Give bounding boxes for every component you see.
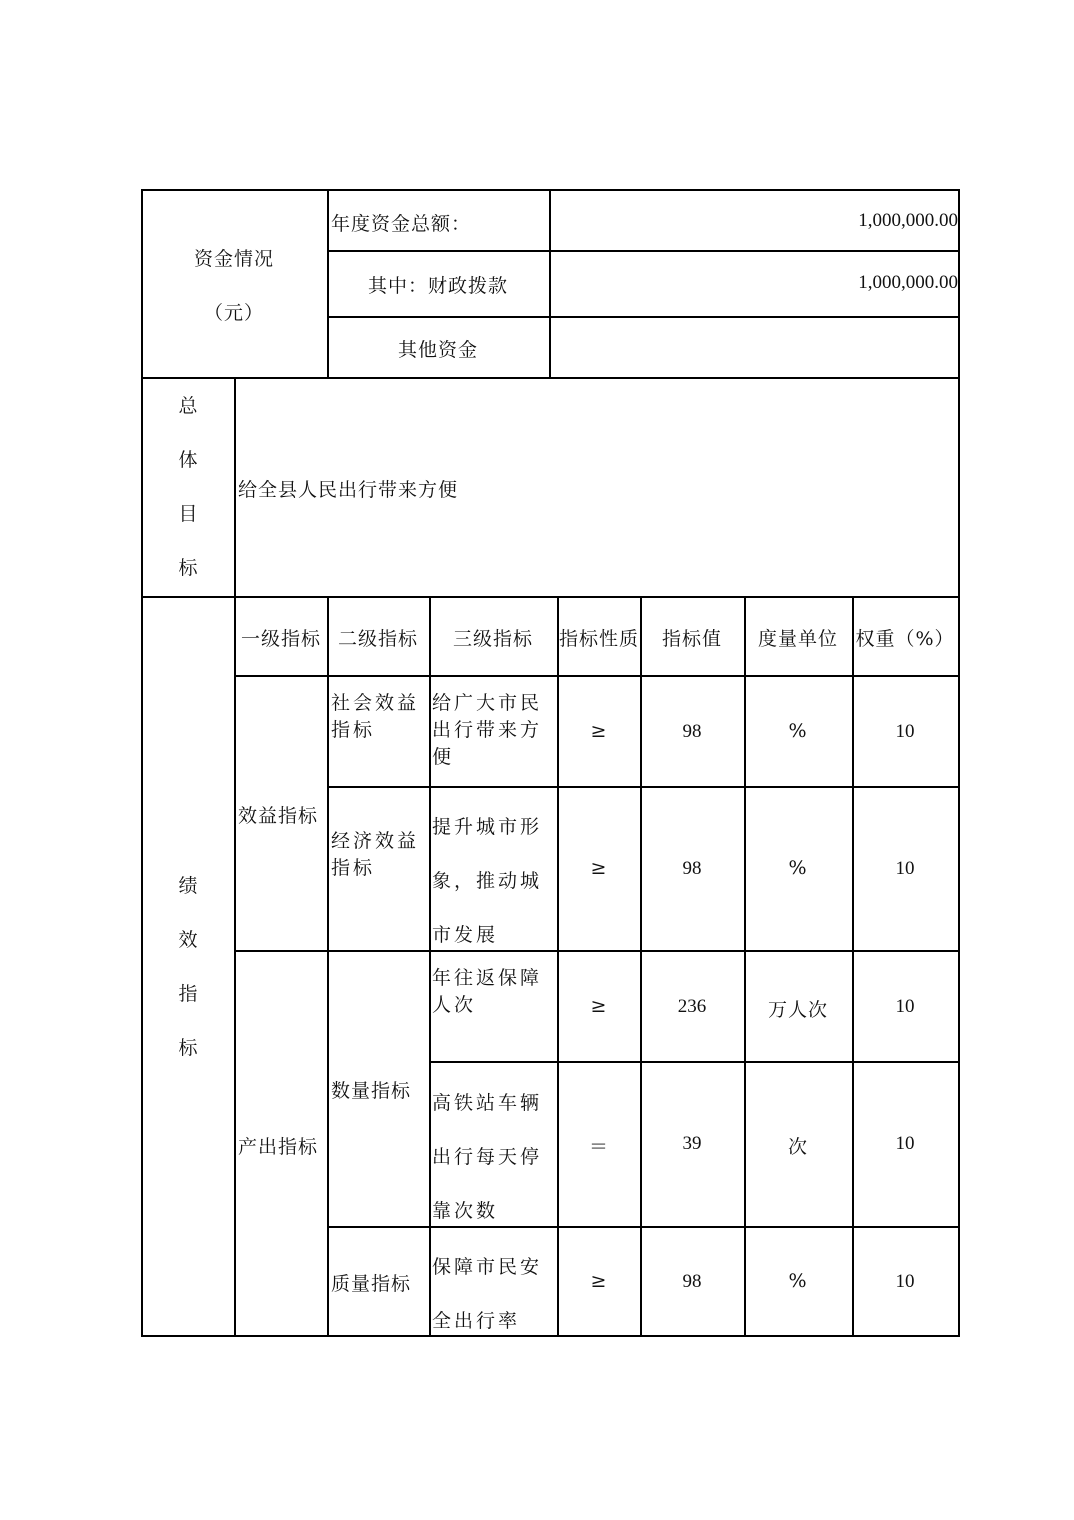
funding-unit: （元）: [203, 302, 265, 324]
indicator-unit: %: [788, 1270, 808, 1292]
level3-indicator: 给广大市民出行带来方便: [432, 692, 543, 768]
funding-label: 资金情况: [193, 248, 275, 270]
divider: [141, 377, 960, 379]
divider: [549, 189, 551, 378]
label-char: 体: [178, 449, 198, 471]
divider: [234, 377, 236, 1336]
label-char: 总: [178, 395, 198, 417]
level1-benefit: 效益指标: [238, 805, 319, 827]
divider: [234, 950, 959, 952]
indicator-unit: 万人次: [767, 999, 829, 1021]
level3-indicator: 提升城市形象，推动城市发展: [432, 816, 543, 946]
indicator-nature: ≥: [590, 1270, 608, 1292]
annual-total-label: 年度资金总额：: [331, 213, 472, 235]
overall-goal-text: 给全县人民出行带来方便: [238, 479, 459, 501]
level3-indicator: 年往返保障人次: [432, 967, 543, 1016]
header-nature: 指标性质: [558, 628, 640, 650]
table-border-right: [958, 189, 960, 1336]
indicator-value: 98: [682, 858, 702, 879]
level2-social-benefit: 社会效益指标: [331, 692, 420, 741]
divider: [744, 596, 746, 1336]
indicator-nature: ≥: [590, 857, 608, 879]
divider: [327, 596, 329, 1336]
divider: [557, 596, 559, 1336]
overall-goal-label: [173, 393, 203, 609]
divider: [141, 596, 960, 598]
label-char: 标: [178, 557, 198, 579]
label-char: 效: [178, 929, 198, 951]
table-border-top: [141, 189, 960, 191]
indicator-value: 236: [677, 996, 707, 1017]
fiscal-allocation-value: 1,000,000.00: [858, 272, 958, 293]
divider: [852, 596, 854, 1336]
divider: [429, 596, 431, 1336]
header-level1: 一级指标: [240, 628, 322, 650]
indicator-nature: ≥: [590, 720, 608, 742]
level2-quality: 质量指标: [331, 1273, 412, 1295]
header-value: 指标值: [661, 628, 723, 650]
indicator-value: 98: [682, 721, 702, 742]
level3-indicator: 高铁站车辆出行每天停靠次数: [432, 1092, 543, 1222]
level2-economic-benefit: 经济效益指标: [331, 830, 420, 879]
level2-quantity: 数量指标: [331, 1080, 412, 1102]
indicator-unit: %: [788, 857, 808, 879]
label-char: 目: [178, 503, 198, 525]
indicator-weight: 10: [895, 996, 915, 1017]
indicator-value: 98: [682, 1271, 702, 1292]
indicator-weight: 10: [895, 858, 915, 879]
label-char: 指: [178, 983, 198, 1005]
indicator-nature: ＝: [588, 1136, 610, 1158]
divider: [640, 596, 642, 1336]
divider: [327, 316, 959, 318]
divider: [429, 1061, 959, 1063]
indicator-value: 39: [682, 1133, 702, 1154]
divider: [327, 786, 959, 788]
header-weight: 权重（%）: [855, 628, 955, 650]
indicator-weight: 10: [895, 1271, 915, 1292]
header-unit: 度量单位: [757, 628, 839, 650]
label-char: 绩: [178, 875, 198, 897]
level1-output: 产出指标: [238, 1136, 319, 1158]
annual-total-value: 1,000,000.00: [858, 210, 958, 231]
indicator-nature: ≥: [590, 995, 608, 1017]
header-level2: 二级指标: [337, 628, 419, 650]
divider: [327, 189, 329, 378]
header-level3: 三级指标: [452, 628, 534, 650]
level3-indicator: 保障市民安全出行率: [432, 1256, 543, 1332]
table-border-left: [141, 189, 143, 1336]
performance-label: [173, 873, 203, 1089]
indicator-weight: 10: [895, 721, 915, 742]
label-char: 标: [178, 1037, 198, 1059]
divider: [234, 675, 959, 677]
fiscal-allocation-label: 其中：财政拨款: [367, 275, 509, 297]
indicator-unit: 次: [787, 1136, 809, 1158]
indicator-weight: 10: [895, 1133, 915, 1154]
divider: [327, 1226, 959, 1228]
other-funds-label: 其他资金: [397, 339, 479, 361]
indicator-unit: %: [788, 720, 808, 742]
divider: [327, 250, 959, 252]
